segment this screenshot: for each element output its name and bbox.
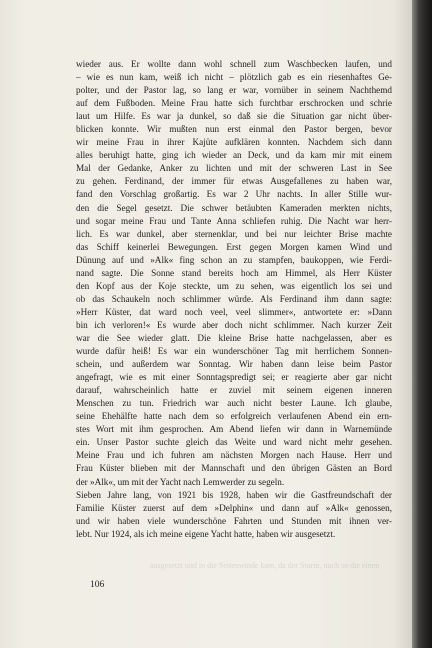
text-line: bin ich verloren!« Es wurde aber doch nicht schlimmer. Nach kurzer Zeit xyxy=(76,319,392,330)
text-line: Mal der Gedanke, Anker zu lichten und mit der schweren Last in See xyxy=(76,163,392,174)
text-line: alles beruhigt hatte, ging ich wieder an Deck, und da kam mir mit einem xyxy=(76,150,392,161)
text-line: zu gehen. Ferdinand, der immer für etwas Ausgefallenes zu haben war, xyxy=(76,176,392,187)
text-line: Familie Küster zuerst auf dem »Delphin« und dann auf »Alk« genossen, xyxy=(76,502,392,513)
text-line: den die Segel gesetzt. Die schwer betäubten Kameraden merkten nichts, xyxy=(76,202,392,213)
text-line: angefragt, wie es mit einer Sonntagspredigt sei; er reagierte aber gar nicht xyxy=(76,372,392,383)
text-line: darauf, wahrscheinlich hatte er zuviel mit seinem eigenen inneren xyxy=(76,385,392,396)
text-line: – wie es nun kam, weiß ich nicht – plötzlich gab es ein riesenhaftes Ge- xyxy=(76,72,392,83)
text-line: blicken konnte. Wir mußten nun erst einmal den Pastor bergen, bevor xyxy=(76,124,392,135)
text-line: wir meine Frau in ihrer Kajüte aufklären konnten. Nachdem sich dann xyxy=(76,137,392,148)
text-line: den Kopf aus der Koje steckte, um zu sehen, was eigentlich los sei und xyxy=(76,280,392,291)
page-shadow-edge xyxy=(412,0,432,648)
text-line: Dünung auf und »Alk« fing schon an zu stampfen, baukoppen, wie Ferdi- xyxy=(76,254,392,265)
text-line: »Herr Küster, dat ward noch veel, veel slimmer«, antwortete er: »Dann xyxy=(76,306,392,317)
text-line: fand den Vorschlag großartig. Es war 2 Uhr nachts. In aller Stille wur- xyxy=(76,189,392,200)
text-line: schein, und außerdem war Sonntag. Wir haben dann leise beim Pastor xyxy=(76,359,392,370)
text-line: polter, und der Pastor lag, so lang er war, vornüber in seinem Nachthemd xyxy=(76,85,392,96)
bleed-through-text: ausgesetzt und in die Seitenwinde kam, da der Sturm, noch so die einen xyxy=(150,562,380,570)
text-line: und wir haben viele wunderschöne Fahrten und Stunden mit ihnen ver- xyxy=(76,515,392,526)
text-line: Sieben Jahre lang, von 1921 bis 1928, haben wir die Gastfreundschaft der xyxy=(76,489,392,500)
text-line: lebt. Nur 1924, als ich meine eigene Yacht hatte, haben wir ausgesetzt. xyxy=(76,528,336,539)
text-line: stes Wort mit ihm gesprochen. Am Abend liefen wir dann in Warnemünde xyxy=(76,424,392,435)
text-line: Frau Küster blieben mit der Mannschaft und den übrigen Gästen an Bord xyxy=(76,463,392,474)
text-line: wieder aus. Er wollte dann wohl schnell zum Waschbecken laufen, und xyxy=(76,59,392,69)
page-number: 106 xyxy=(90,580,105,590)
body-text xyxy=(76,58,392,541)
text-line: der »Alk«, um mit der Yacht nach Lemwerder zu segeln. xyxy=(76,476,285,487)
text-line: ob das Schaukeln noch schlimmer würde. Als Ferdinand ihm dann sagte: xyxy=(76,293,392,304)
text-line: lich. Es war dunkel, aber sternenklar, und bei nur leichter Brise machte xyxy=(76,228,392,239)
text-line: und sogar meine Frau und Tante Anna schliefen ruhig. Die Nacht war herr- xyxy=(76,215,392,226)
text-line: Meine Frau und ich fuhren am nächsten Morgen nach Hause. Herr und xyxy=(76,450,392,461)
text-line: das Schiff keinerlei Bewegungen. Erst gegen Morgen kamen Wind und xyxy=(76,241,392,252)
text-line: nand sagte. Die Sonne stand bereits hoch am Himmel, als Herr Küster xyxy=(76,267,392,278)
text-line: laut um Hilfe. Es war ja dunkel, so daß sie die Situation gar nicht über- xyxy=(76,111,392,122)
text-line: seine Ehehälfte hatte nach dem so erfolgreich verlaufenen Abend ein ern- xyxy=(76,411,392,422)
text-line: Menschen zu tun. Friedrich war auch nicht bester Laune. Ich glaube, xyxy=(76,398,392,409)
text-line: ein. Unser Pastor suchte gleich das Weite und ward nicht mehr gesehen. xyxy=(76,437,392,448)
text-line: war die See wieder glatt. Die kleine Brise hatte nachgelassen, aber es xyxy=(76,332,392,343)
text-line: auf dem Fußboden. Meine Frau hatte sich furchtbar erschrocken und schrie xyxy=(76,98,392,109)
text-line: wurde dafür heiß! Es war ein wunderschöner Tag mit herrlichem Sonnen- xyxy=(76,346,392,357)
